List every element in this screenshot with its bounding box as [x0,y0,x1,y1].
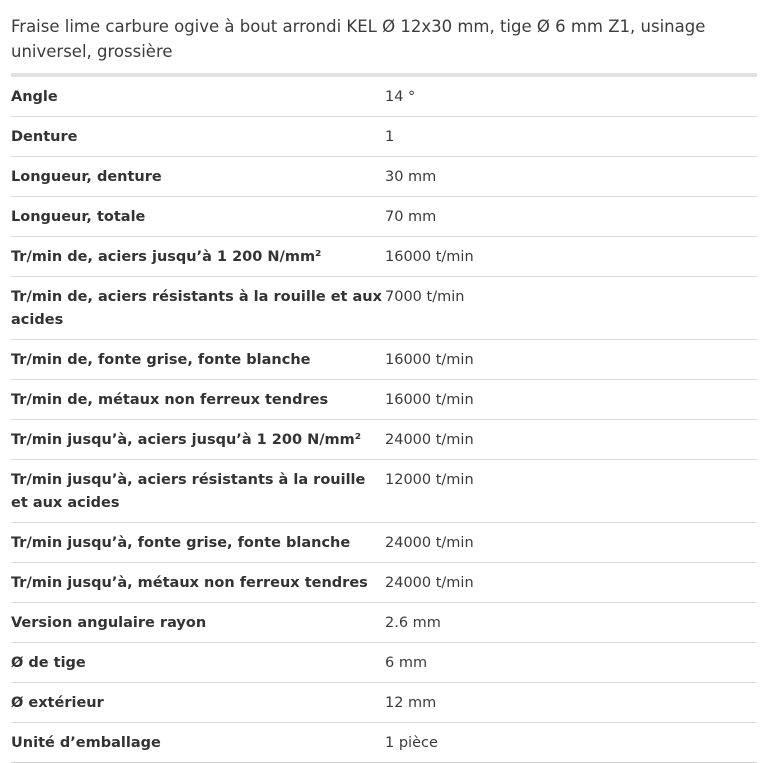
spec-value: 12000 t/min [385,460,757,523]
product-title: Fraise lime carbure ogive à bout arrondi KEL Ø 12x30 mm, tige Ø 6 mm Z1, usinage universel, grossière [11,17,706,61]
spec-value: 1 [385,117,757,157]
spec-value: 1 pièce [385,723,757,763]
spec-value: 12 mm [385,683,757,723]
table-row [11,237,757,277]
spec-value: 14 ° [385,77,757,117]
spec-value: 16000 t/min [385,340,757,380]
spec-value: 2.6 mm [385,603,757,643]
table-row [11,117,757,157]
spec-label: Tr/min de, aciers résistants à la rouille et aux acides [11,277,385,340]
table-row [11,277,757,340]
spec-label: Tr/min jusqu’à, fonte grise, fonte blanche [11,523,385,563]
spec-value: 30 mm [385,157,757,197]
spec-label: Tr/min jusqu’à, aciers résistants à la rouille et aux acides [11,460,385,523]
table-row [11,77,757,117]
spec-value: 16000 t/min [385,380,757,420]
table-row [11,340,757,380]
spec-label: Tr/min jusqu’à, métaux non ferreux tendres [11,563,385,603]
spec-label: Longueur, totale [11,197,385,237]
table-row [11,643,757,683]
table-row [11,197,757,237]
table-row [11,563,757,603]
table-row [11,603,757,643]
spec-label: Angle [11,77,385,117]
spec-label: Ø de tige [11,643,385,683]
table-row [11,460,757,523]
spec-label: Ø extérieur [11,683,385,723]
table-row [11,723,757,763]
spec-value: 70 mm [385,197,757,237]
spec-label: Tr/min de, métaux non ferreux tendres [11,380,385,420]
table-row [11,523,757,563]
table-row [11,420,757,460]
spec-label: Version angulaire rayon [11,603,385,643]
table-row [11,683,757,723]
specs-table [11,77,757,763]
spec-label: Tr/min de, fonte grise, fonte blanche [11,340,385,380]
spec-value: 24000 t/min [385,420,757,460]
spec-label: Unité d’emballage [11,723,385,763]
spec-value: 24000 t/min [385,523,757,563]
table-row [11,157,757,197]
spec-value: 24000 t/min [385,563,757,603]
spec-label: Tr/min jusqu’à, aciers jusqu’à 1 200 N/mm² [11,420,385,460]
spec-value: 7000 t/min [385,277,757,340]
spec-label: Longueur, denture [11,157,385,197]
table-row [11,380,757,420]
spec-value: 16000 t/min [385,237,757,277]
spec-value: 6 mm [385,643,757,683]
spec-label: Tr/min de, aciers jusqu’à 1 200 N/mm² [11,237,385,277]
spec-label: Denture [11,117,385,157]
